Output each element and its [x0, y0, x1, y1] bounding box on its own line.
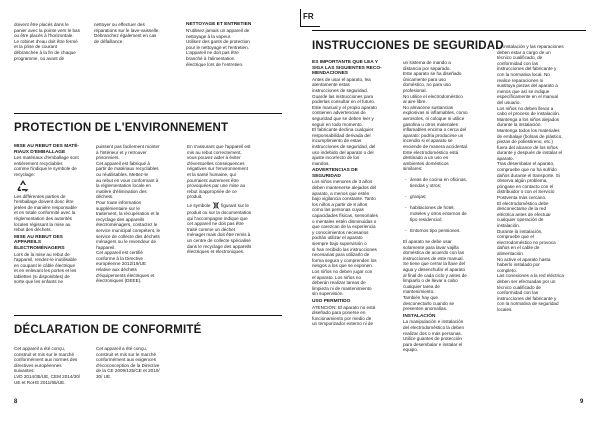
symbol-pre: Le symbole — [187, 202, 211, 208]
list-item: - Entornos tipo pensiones. — [410, 228, 489, 234]
page-number-right: 9 — [580, 399, 584, 405]
installation-heading: INSTALACIÓN — [403, 313, 436, 319]
env-col3 — [187, 144, 281, 255]
env-col3-text: En s'assurant que l'appareil est mis au rebut correctement, vous pouvez aider à éviter d'éventuelles conséquences négatives sur l'environnement et la santé humaine, qui pourraient autrement être provoquées par une mise au rebut inappropriée de ce produit. — [187, 144, 251, 200]
packaging-text: Les matériaux d'emballage sont entièrement recyclables comme l'indique le symbole de recyclage: — [14, 155, 79, 177]
safety-section-title: INSTRUCCIONES DE SEGURIDAD — [312, 40, 504, 52]
lang-tab-underline — [300, 26, 320, 27]
list-item: - granjas; — [410, 194, 489, 200]
left-top-col1: doivent être placés dans le panier avec la pointe vers le bas ou être placés à l'horizontale. Le robinet d'eau doit être fermé et la prise de courant débranchée à la fin de chaque programme, ou avant de — [14, 22, 80, 61]
usage-text-2: El aparato se debe usar solamente para lavar vajilla doméstica de acuerdo con las instrucciones de este manual. Se tiene que cerrar la llave del agua y desenchufar el aparato al final de cada ciclo y antes de limpiarlo o de llevar a cabo cualquier tarea de mantenimiento. También hay que desconectarlo cuando se presenten anomalías. — [403, 239, 467, 312]
important-heading: ES IMPORTANTE QUE LEA Y SIGA LAS SIGUIENTES RECO- MENDACIONES — [312, 60, 382, 77]
safety-rule — [312, 30, 586, 31]
env-section-title: PROTECTION DE L'ENVIRONNEMENT — [14, 122, 229, 134]
permitted-use-text: ATENCIÓN: El aparato no está diseñado para ponerse en funcionamiento por medio de un temporizador externo ni de — [312, 304, 376, 327]
recycle-icon — [14, 178, 92, 194]
permitted-use-heading: USO PERMITIDO — [312, 298, 351, 304]
list-item: - áreas de cocina en oficinas, tiendas y otros; — [410, 177, 489, 188]
conformity-section-title: DÉCLARATION DE CONFORMITÉ — [14, 324, 202, 336]
environment-list — [403, 172, 489, 239]
env-col2: puissent pas facilement monter à l'intérieur et y retrouver prisonniers. Cet appareil est fabriqué à partir de matériaux recyclables ou réutilisables. Mettez-le au rebut en vous conformant à la réglementation locale en matière d'élimination des déchets. Pour toute information supplémentaire sur le traitement, la récupération et le recyclage des appareils électroménagers, contactez le service municipal compétent, le service de collecte des déchets ménagers ou le revendeur de l'appareil. Cet appareil est certifié conforme à la Directive européenne 2012/19/UE relative aux déchets d'équipements électriques et électroniques (DEEE). — [96, 144, 161, 284]
left-top-col2: nettoyer ou effectuer des réparations sur le lave-vaisselle. Débranchez également en cas de défaillance. — [94, 22, 160, 44]
usage-text: un sistema de mando a distancia por separado. Este aparato se ha diseñado únicamente para uso doméstico, no para uso profesional. No utilice el electrodoméstico al aire libre. No almacene sustancias explosivas ni inflamables, como aerosoles, ni coloque ni utilice gasolina u otros materiales inflamables encima o cerca del aparato: podría producirse un incendio si el aparato se enciende de manera accidental. Este electrodoméstico está destinado a un uso en ambientes domésticos similares: — [403, 60, 469, 172]
warnings-heading: ADVERTENCIAS DE SEGURIDAD — [312, 168, 358, 179]
conformity-col2: Cet appareil a été conçu, construit et mis sur le marché conformément aux exigences d'écoconception de la Directive de la CE 2009/125/CE et 2010/ 30/ UE. — [96, 346, 160, 379]
env-rule — [14, 113, 282, 114]
appliance-disposal-text: Lors de la mise au rebut de l'appareil, rendez-le inutilisable en coupant le câble électrique et en enlevant les portes et les tablettes (si disponibles) de sorte que les enfants ne — [14, 251, 77, 285]
env-col1 — [14, 144, 92, 285]
lang-tab-divider — [300, 9, 301, 26]
intro-text: Antes de usar el aparato, lea atentamente estas instrucciones de seguridad. Guarde las instrucciones para poderlas consultar en el futuro. Este manual y el propio aparato contienen advertencias de seguridad que se deben leer y seguir en todo momento. El fabricante declina cualquier responsabilidad derivada del incumplimiento de estas instrucciones de seguridad, del uso indebido del aparato o del ajuste incorrecto de los mandos. — [312, 76, 377, 166]
safety-col1 — [312, 60, 396, 327]
left-top-col3: N'utilisez jamais un appareil de nettoyage à la vapeur. Utilisez des gants de protection pour le nettoyage et l'entretien. L'appareil ne doit pas être branché à l'alimentation électrique lors de l'entretien. — [186, 28, 250, 67]
installation-text: La manipulación e instalación del electrodoméstico la deben realizar dos o más personas. Utilice guantes de protección para desembalar e instalar el equipo. — [403, 319, 465, 353]
page-number-left: 8 — [14, 399, 18, 405]
safety-col3: La instalación y las reparaciones deben estar a cargo de un técnico cualificado, de conformidad con las instrucciones del fabricante y con la normativa local. No realice reparaciones ni sustituya piezas del aparato a menos que así se indique específicamente en el manual del usuario. Los niños no deben llevar a cabo el proceso de instalación. Mantenga a los niños alejados durante la instalación. Mantenga todos los materiales de embalaje (bolsas de plástico, piezas de poliestireno, etc.) fuera del alcance de los niños durante y después de instalar el aparato. Tras desembalar el aparato, compruebe que no ha sufrido daños durante el transporte. Si observa algún problema, póngase en contacto con el distribuidor o con el Servicio Postventa más cercano. El electrodoméstico debe desconectarse de la red eléctrica antes de efectuar cualquier operación de instalación. Durante la instalación, compruebe que el electrodoméstico no provoca daños en el cable de alimentación. No active el aparato hasta haberlo instalado por completo. Las conexiones a la red eléctrica deben ser efectuadas por un técnico cualificado de conformidad con las instrucciones del fabricante y con la normativa de seguridad locales. — [497, 44, 564, 312]
conformity-col1: Cet appareil a été conçu, construit et mis sur le marché conformément aux normes des directives européennes suivantes: LVD 2014/35/UE, CEM 2014/30/ UE et RoHS 2011/65/UE. — [14, 346, 81, 385]
crossed-bin-icon — [212, 202, 220, 209]
symbol-post: figurant sur le — [221, 202, 249, 208]
safety-col2 — [403, 60, 489, 353]
appliance-disposal-heading: MISE AU REBUT DES APPAREILS ÉLECTROMÉNAGERS — [14, 234, 65, 251]
packaging-text-2: Les différentes parties de l'emballage doivent donc être jetées de manière responsable et en totale conformité avec la réglementation des autorités locales régissant la mise au rebut des déchets. — [14, 193, 77, 233]
language-tab: FR — [303, 12, 314, 21]
conf-rule — [14, 315, 282, 316]
symbol-line — [187, 202, 281, 210]
cleaning-heading: NETTOYAGE ET ENTRETIEN — [186, 22, 252, 27]
warnings-text: Los niños menores de 3 años deben mantenerse alejados del aparato, a menos que estén bajo vigilancia constante. Tanto los niños a partir de 8 años como las personas cuyas capacidades físicas, sensoriales o mentales estén disminuidas o que carezcan de la experiencia y conocimientos necesarios podrán utilizar el aparato siempre bajo supervisión o si han recibido las instrucciones necesarias para utilizarlo de forma segura y comprenden los riesgos a los que se exponen. Los niños no deben jugar con el aparato. Los niños no deberán realizar tareas de limpieza ni de mantenimiento sin supervisión. — [312, 179, 378, 297]
packaging-disposal-heading: MISE AU REBUT DES MATÉ- RIAUX D'EMBALLAGE — [14, 144, 80, 155]
list-item: - habitaciones de hotel, moteles y otros entornos de tipo residencial; — [410, 205, 489, 222]
env-col3-text-2: produit ou sur la documentation qui l'accompagne indique que cet appareil ne doit pas être traité comme un déchet ménager mais doit être remis à un centre de collecte spécialisé dans le recyclage des appareils électriques et électroniques. — [187, 209, 252, 255]
